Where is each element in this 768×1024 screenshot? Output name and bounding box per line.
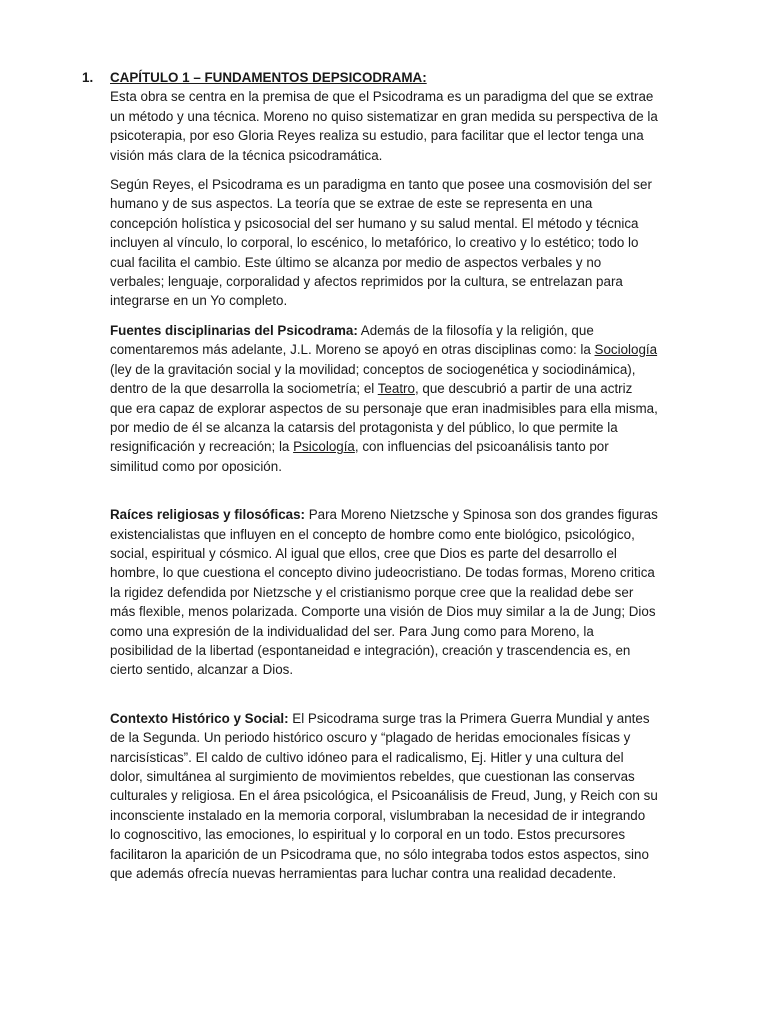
paragraph-text: El Psicodrama surge tras la Primera Guerra Mundial y antes de la Segunda. Un periodo histórico oscuro y “plagado de heridas emocionales físicas y narcisísticas”. El caldo de cultivo idóneo para el radicalismo, Ej. Hitler y una cultura del dolor, simultánea al surgimiento de movimientos rebeldes, que cuestionan las conservas culturales y religiosa. En el área psicológica, el Psicoanálisis de Freud, Jung, y Reich con su inconsciente instalado en la memoria corporal, vislumbraban la necesidad de ir integrando lo cognoscitivo, las emociones, lo espiritual y lo corporal en un todo. Estos precursores facilitaron la aparición de un Psicodrama que, no sólo integraba todos estos aspectos, sino que además ofrecía nuevas herramientas para luchar contra una realidad decadente. — [110, 710, 658, 882]
paragraph-disciplinary-sources — [110, 321, 658, 476]
paragraph-label: Raíces religiosas y filosóficas: — [110, 507, 305, 523]
paragraph-text: , que descubrió a partir de una actriz que era capaz de explorar aspectos de su personaje que eran inadmisibles para ella misma, por medio de él se alcanza la catarsis del protagonista y del público, lo que permite la resignificación y recreación; la — [110, 381, 658, 455]
term-psicologia: Psicología — [293, 439, 355, 455]
paragraph-intro: Esta obra se centra en la premisa de que el Psicodrama es un paradigma del que se extrae un método y una técnica. Moreno no quiso sistematizar en gran medida su perspectiva de la psicoterapia, por eso Gloria Reyes realiza su estudio, para facilitar que el lector tenga una visión más clara de la técnica psicodramática. — [110, 89, 658, 163]
paragraph-text: , con influencias del psicoanálisis tanto por similitud como por oposición. — [110, 439, 609, 474]
paragraph-paradigm: Según Reyes, el Psicodrama es un paradigma en tanto que posee una cosmovisión del ser humano y de sus aspectos. La teoría que se extrae de este se representa en una concepción holística y psicosocial del ser humano y su salud mental. El método y técnica incluyen al vínculo, lo corporal, lo escénico, lo metafórico, lo creativo y lo estético; todo lo cual facilita el cambio. Este último se alcanza por medio de aspectos verbales y no verbales; lenguaje, corporalidad y afectos reprimidos por la cultura, se entrelazan para integrarse en un Yo completo. — [110, 177, 652, 309]
paragraph-label: Fuentes disciplinarias del Psicodrama: — [110, 322, 358, 338]
paragraph-text: Para Moreno Nietzsche y Spinosa son dos grandes figuras existencialistas que influyen en el concepto de hombre como ente biológico, psicológico, social, espiritual y cósmico. Al igual que ellos, cree que Dios es parte del desarrollo el hombre, lo que cuestiona el concepto divino judeocristiano. De todas formas, Moreno critica la rigidez defendida por Nietzsche y el cristianismo porque cree que la realidad debe ser más flexible, menos polarizada. Comporte una visión de Dios muy similar a la de Jung; Dios como una expresión de la individualidad del ser. Para Jung como para Moreno, la posibilidad de la libertad (espontaneidad e integración), creación y trascendencia es, en cierto sentido, alcanzar a Dios. — [110, 507, 658, 678]
list-number: 1. — [82, 70, 94, 85]
paragraph-religious-roots — [110, 505, 658, 680]
chapter-heading: CAPÍTULO 1 – FUNDAMENTOS DEPSICODRAMA: — [110, 70, 427, 85]
term-sociologia: Sociología — [594, 342, 658, 358]
document-body — [82, 68, 658, 893]
paragraph-text: Además de la filosofía y la religión, que comentaremos más adelante, J.L. Moreno se apoyó en otras disciplinas como: la — [110, 322, 595, 358]
paragraph-label: Contexto Histórico y Social: — [110, 710, 289, 726]
term-teatro: Teatro — [377, 381, 415, 397]
chapter-heading-line — [82, 68, 658, 87]
paragraph-historical-context — [110, 709, 658, 884]
paragraph-text: (ley de la gravitación social y la movilidad; conceptos de sociogenética y sociodinámica), dentro de la que desarrolla la sociometría; el — [110, 361, 636, 397]
